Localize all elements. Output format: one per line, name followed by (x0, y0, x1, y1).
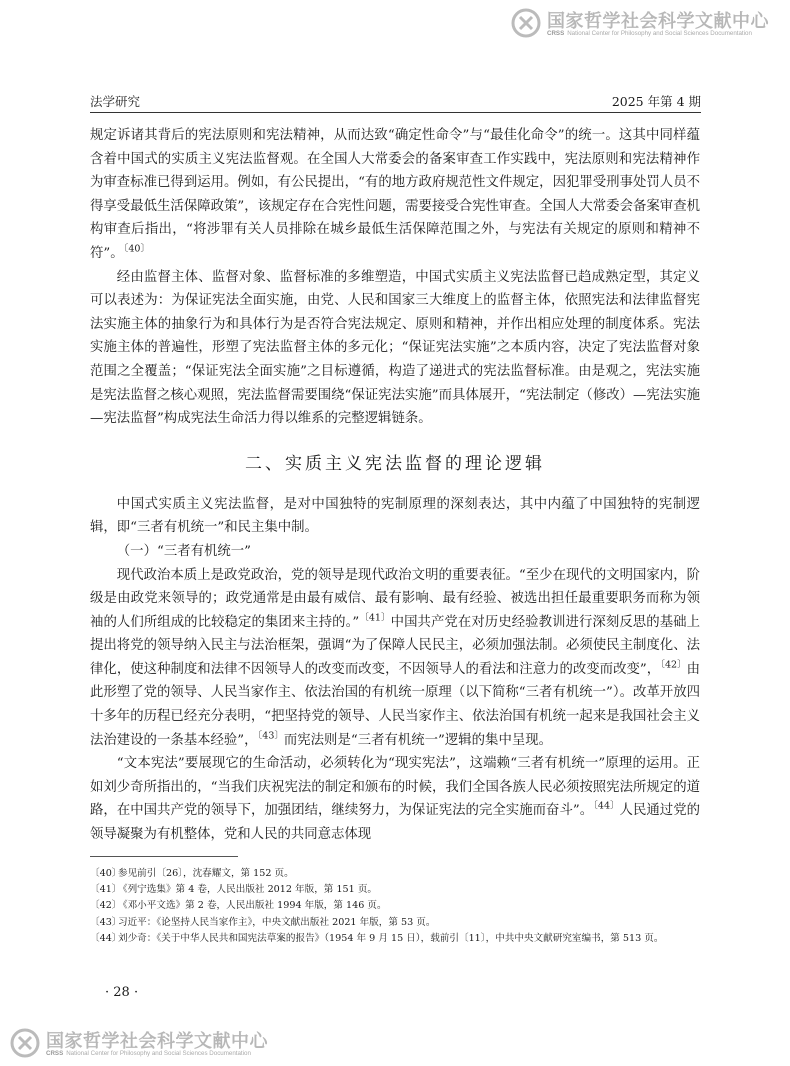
watermark-title: 国家哲学社会科学文献中心 (547, 11, 769, 32)
paragraph: 现代政治本质上是政党政治，党的领导是现代政治文明的重要表征。“至少在现代的文明国家内，阶级是由政党来领导的；政党通常是由最有威信、最有影响、最有经验、被选出担任最重要职务而称为领袖的人们所组成的比较稳定的集团来主持的。”$^{〔41〕}$中国共产党在对历史经验教训进行深刻反思的基础上提出将党的领导纳入民主与法治框架，强调“为了保障人民民主，必须加强法制。必须使民主制度化、法律化，使这种制度和法律不因领导人的改变而改变，不因领导人的看法和注意力的改变而改变”，$^{〔42〕}$由此形塑了党的领导、人民当家作主、依法治国的有机统一原理（以下简称“三者有机统一”）。改革开放四十多年的历程已经充分表明，“把坚持党的领导、人民当家作主、依法治国有机统一起来是我国社会主义法治建设的一条基本经验”，$^{〔43〕}$而宪法则是“三者有机统一”逻辑的集中呈现。 (90, 567, 701, 748)
footnotes (90, 866, 700, 947)
footnote-item: 〔44〕 刘少奇：《关于中华人民共和国宪法草案的报告》（1954 年 9 月 15 日），载前引〔11〕，中共中央文献研究室编书，第 513 页。 (90, 932, 664, 944)
article-body (90, 124, 700, 847)
watermark-top (511, 8, 776, 42)
footnote-ref: 〔40〕 (123, 243, 150, 255)
footnote-ref: 〔44〕 (593, 800, 620, 812)
footnote-item: 〔42〕 《邓小平文选》第 2 卷，人民出版社 1994 年版，第 146 页。 (90, 900, 387, 912)
footnote-item: 〔41〕 《列宁选集》第 4 卷，人民出版社 2012 年版，第 151 页。 (90, 884, 378, 896)
paragraph: “文本宪法”要展现它的生命活动，必须转化为“现实宪法”，这端赖“三者有机统一”原理的运用。正如刘少奇所指出的，“当我们庆祝宪法的制定和颁布的时候，我们全国各族人民必须按照宪法所规定的道路，在中国共产党的领导下，加强团结，继续努力，为保证宪法的完全实施而奋斗”。$^{〔44〕}$人民通过党的领导凝聚为有机整体，党和人民的共同意志体现 (90, 756, 701, 843)
subheading: （一）“三者有机统一” (116, 543, 252, 559)
watermark-subtitle: CRSS National Center for Philosophy and Social Sciences Documentation (46, 1050, 251, 1057)
issue-label: 2025 年第 4 期 (611, 94, 701, 109)
watermark-title: 国家哲学社会科学文献中心 (46, 1031, 268, 1052)
section-heading: 二、实质主义宪法监督的理论逻辑 (245, 453, 545, 474)
footnote-item: 〔43〕 习近平：《论坚持人民当家作主》，中央文献出版社 2021 年版，第 53 页。 (90, 916, 436, 928)
page-number: · 28 · (105, 985, 139, 1000)
running-header (90, 92, 701, 113)
footnote-ref: 〔41〕 (359, 612, 391, 624)
paragraph: 中国式实质主义宪法监督，是对中国独特的宪制原理的深刻表达，其中内蕴了中国独特的宪制逻辑，即“三者有机统一”和民主集中制。 (90, 496, 700, 536)
journal-name: 法学研究 (90, 94, 141, 109)
footnote-ref: 〔42〕 (660, 659, 687, 671)
footnote-divider (90, 856, 238, 857)
ncpssd-logo-icon (10, 1028, 40, 1058)
paragraph: 规定诉诸其背后的宪法原则和宪法精神，从而达致“确定性命令”与“最佳化命令”的统一。这其中同样蕴含着中国式的实质主义宪法监督观。在全国人大常委会的备案审查工作实践中，宪法原则和宪法精神作为审查标准已得到运用。例如，有公民提出，“有的地方政府规范性文件规定，因犯罪受刑事处罚人员不得享受最低生活保障政策”，该规定存在合宪性问题，需要接受合宪性审查。全国人大常委会备案审查机构审查后指出，“将涉罪有关人员排除在城乡最低生活保障范围之外，与宪法有关规定的原则和精神不符”。$^{〔40〕}$ (90, 128, 700, 261)
watermark-bottom (10, 1028, 275, 1062)
watermark-subtitle: CRSS National Center for Philosophy and Social Sciences Documentation (547, 30, 752, 37)
footnote-ref: 〔43〕 (257, 730, 284, 742)
footnote-item: 〔40〕 参见前引〔26〕，沈春耀文，第 152 页。 (90, 868, 294, 879)
paragraph: 经由监督主体、监督对象、监督标准的多维塑造，中国式实质主义宪法监督已趋成熟定型，其定义可以表述为：为保证宪法全面实施，由党、人民和国家三大维度上的监督主体，依照宪法和法律监督宪法实施主体的抽象行为和具体行为是否符合宪法规定、原则和精神，并作出相应处理的制度体系。宪法实施主体的普遍性，形塑了宪法监督主体的多元化；“保证宪法实施”之本质内容，决定了宪法监督对象范围之全覆盖；“保证宪法全面实施”之目标遵循，构造了递进式的宪法监督标准。由是观之，宪法实施是宪法监督之核心观照，宪法监督需要围绕“保证宪法实施”而具体展开，“宪法制定（修改）—宪法实施—宪法监督”构成宪法生命活力得以维系的完整逻辑链条。 (90, 269, 700, 427)
ncpssd-logo-icon (511, 8, 541, 38)
